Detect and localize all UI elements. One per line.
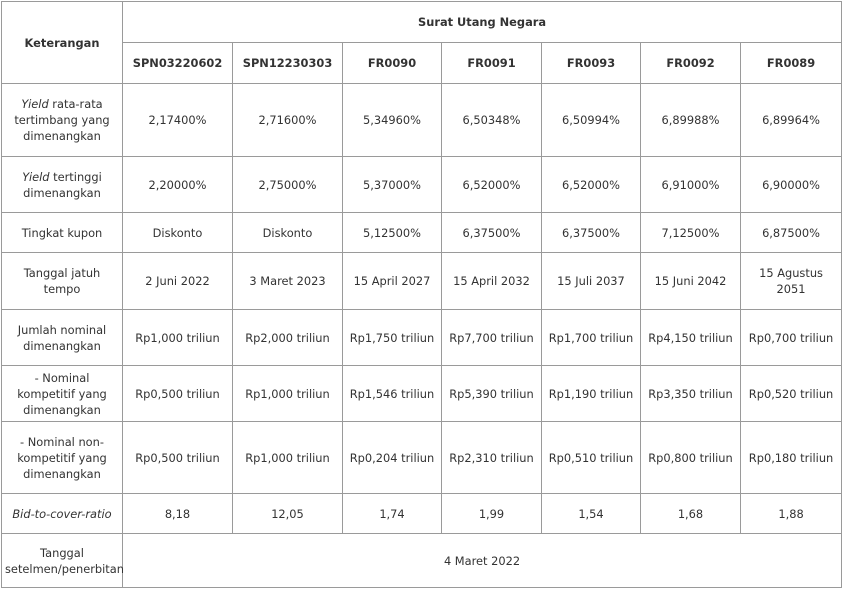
table-row bbox=[2, 84, 842, 157]
table-cell: Rp0,800 triliun bbox=[641, 422, 741, 494]
row-label bbox=[2, 213, 123, 253]
series-header: FR0092 bbox=[641, 43, 741, 84]
table-row bbox=[2, 366, 842, 422]
table-cell: Rp0,520 triliun bbox=[741, 366, 842, 422]
table-cell: 2,71600% bbox=[233, 84, 343, 157]
table-row bbox=[2, 213, 842, 253]
table-cell: 15 April 2027 bbox=[343, 253, 442, 310]
table-row bbox=[2, 310, 842, 366]
table-cell: Rp4,150 triliun bbox=[641, 310, 741, 366]
header-row-series bbox=[2, 43, 842, 84]
table-cell: 2 Juni 2022 bbox=[123, 253, 233, 310]
row-label-text: rata-rata tertimbang yang dimenangkan bbox=[14, 97, 110, 143]
row-label-text: - Nominal kompetitif yang dimenangkan bbox=[17, 370, 107, 417]
table-cell: 6,50348% bbox=[442, 84, 542, 157]
table-cell: 1,99 bbox=[442, 494, 542, 534]
row-label-italic: Bid-to-cover-ratio bbox=[12, 506, 112, 521]
table-cell: 6,91000% bbox=[641, 157, 741, 213]
table-cell: 15 Agustus 2051 bbox=[741, 253, 842, 310]
table-cell: Rp0,204 triliun bbox=[343, 422, 442, 494]
row-label-text: tertinggi dimenangkan bbox=[23, 169, 102, 200]
series-header: FR0090 bbox=[343, 43, 442, 84]
row-label bbox=[2, 494, 123, 534]
table-cell: Rp1,750 triliun bbox=[343, 310, 442, 366]
settlement-row bbox=[2, 534, 842, 588]
auction-results-table bbox=[1, 1, 842, 588]
row-label bbox=[2, 157, 123, 213]
series-header: SPN03220602 bbox=[123, 43, 233, 84]
table-cell: Rp0,500 triliun bbox=[123, 422, 233, 494]
table-cell: Rp0,180 triliun bbox=[741, 422, 842, 494]
row-label bbox=[2, 310, 123, 366]
row-label-italic: Yield bbox=[22, 169, 50, 184]
table-cell: Rp1,700 triliun bbox=[542, 310, 641, 366]
table-cell: 6,90000% bbox=[741, 157, 842, 213]
table-cell: 3 Maret 2023 bbox=[233, 253, 343, 310]
table-cell: Diskonto bbox=[233, 213, 343, 253]
table-cell: 5,37000% bbox=[343, 157, 442, 213]
row-label-text: Tanggal jatuh tempo bbox=[23, 266, 101, 296]
table-cell: 8,18 bbox=[123, 494, 233, 534]
table-cell: 1,54 bbox=[542, 494, 641, 534]
table-cell: 2,75000% bbox=[233, 157, 343, 213]
table-cell: Rp0,510 triliun bbox=[542, 422, 641, 494]
table-cell: Rp0,700 triliun bbox=[741, 310, 842, 366]
table-cell: 6,37500% bbox=[542, 213, 641, 253]
table-cell: Rp1,000 triliun bbox=[123, 310, 233, 366]
table-row bbox=[2, 422, 842, 494]
row-label bbox=[2, 422, 123, 494]
corner-label: Keterangan bbox=[2, 2, 123, 84]
table-cell: Rp2,000 triliun bbox=[233, 310, 343, 366]
table-cell: 15 Juli 2037 bbox=[542, 253, 641, 310]
table-cell: 12,05 bbox=[233, 494, 343, 534]
table-cell: 6,37500% bbox=[442, 213, 542, 253]
settlement-label: Tanggal setelmen/penerbitan bbox=[2, 534, 123, 588]
table-cell: 6,89964% bbox=[741, 84, 842, 157]
table-cell: 6,52000% bbox=[542, 157, 641, 213]
row-label-text: - Nominal non-kompetitif yang dimenangkan bbox=[17, 434, 107, 481]
table-cell: 15 April 2032 bbox=[442, 253, 542, 310]
table-cell: 6,87500% bbox=[741, 213, 842, 253]
table-cell: 1,68 bbox=[641, 494, 741, 534]
table-cell: Rp1,546 triliun bbox=[343, 366, 442, 422]
table-row bbox=[2, 494, 842, 534]
table-cell: Rp3,350 triliun bbox=[641, 366, 741, 422]
table-cell: 2,17400% bbox=[123, 84, 233, 157]
series-header: FR0091 bbox=[442, 43, 542, 84]
table-cell: 2,20000% bbox=[123, 157, 233, 213]
table-cell: Rp7,700 triliun bbox=[442, 310, 542, 366]
table-cell: 6,50994% bbox=[542, 84, 641, 157]
row-label-text: Tingkat kupon bbox=[21, 225, 103, 240]
row-label bbox=[2, 84, 123, 157]
table-cell: Rp1,000 triliun bbox=[233, 366, 343, 422]
table-cell: 5,12500% bbox=[343, 213, 442, 253]
table-cell: Rp2,310 triliun bbox=[442, 422, 542, 494]
table-cell: 6,52000% bbox=[442, 157, 542, 213]
table-cell: 1,74 bbox=[343, 494, 442, 534]
table-row bbox=[2, 253, 842, 310]
table-cell: Rp1,190 triliun bbox=[542, 366, 641, 422]
table-cell: 1,88 bbox=[741, 494, 842, 534]
row-label-italic: Yield bbox=[21, 97, 49, 111]
table-cell: 15 Juni 2042 bbox=[641, 253, 741, 310]
table-cell: Rp5,390 triliun bbox=[442, 366, 542, 422]
table-cell: 5,34960% bbox=[343, 84, 442, 157]
group-header: Surat Utang Negara bbox=[123, 2, 842, 43]
series-header: FR0089 bbox=[741, 43, 842, 84]
series-header: FR0093 bbox=[542, 43, 641, 84]
series-header: SPN12230303 bbox=[233, 43, 343, 84]
settlement-value: 4 Maret 2022 bbox=[123, 534, 842, 588]
table-cell: 6,89988% bbox=[641, 84, 741, 157]
table-cell: Rp1,000 triliun bbox=[233, 422, 343, 494]
table-cell: 7,12500% bbox=[641, 213, 741, 253]
table-cell: Diskonto bbox=[123, 213, 233, 253]
row-label bbox=[2, 253, 123, 310]
row-label-text: Jumlah nominal dimenangkan bbox=[17, 322, 107, 353]
row-label bbox=[2, 366, 123, 422]
table-cell: Rp0,500 triliun bbox=[123, 366, 233, 422]
header-row-group bbox=[2, 2, 842, 43]
table-row bbox=[2, 157, 842, 213]
